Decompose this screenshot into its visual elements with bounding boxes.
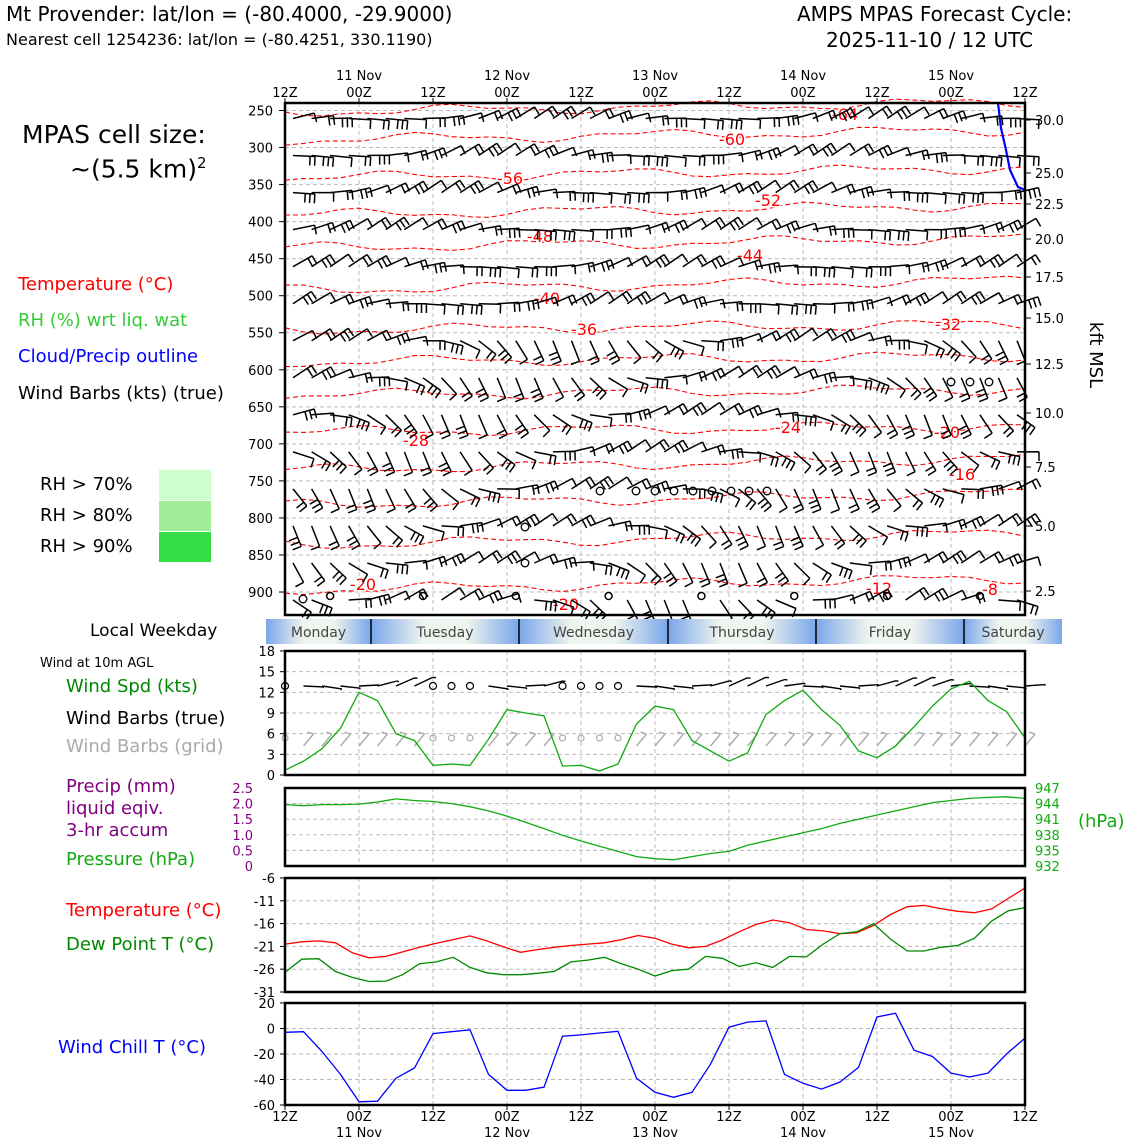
legend-wind-barbs: Wind Barbs (kts) (true) xyxy=(18,383,224,404)
rh-90-label: RH > 90% xyxy=(40,536,133,557)
wind-speed-label: Wind Spd (kts) xyxy=(66,676,198,697)
contour-label: -40 xyxy=(533,289,561,308)
bottom-time-tick-label: 12Z xyxy=(716,1110,742,1125)
precip-label-1: Precip (mm) xyxy=(66,776,176,797)
weekday-label: Monday xyxy=(290,625,347,641)
pressure-tick-label: 250 xyxy=(248,104,273,120)
pressure-tick-label: 850 xyxy=(248,548,273,564)
bottom-time-tick-label: 00Z xyxy=(938,1110,964,1125)
bottom-date-label: 11 Nov xyxy=(335,1126,383,1140)
legend-temperature: Temperature (°C) xyxy=(18,274,174,295)
windchill-tick-label: -60 xyxy=(253,1099,275,1114)
bottom-time-tick-label: 00Z xyxy=(494,1110,520,1125)
temperature-label: Temperature (°C) xyxy=(66,900,222,921)
rh-80-label: RH > 80% xyxy=(40,505,133,526)
contour-label: -56 xyxy=(496,169,524,188)
kft-tick-label: 17.5 xyxy=(1035,271,1064,286)
wind-tick-label: 6 xyxy=(266,727,275,743)
contour-label: -36 xyxy=(570,320,598,339)
windchill-tick-label: -40 xyxy=(253,1073,275,1089)
weekday-label: Wednesday xyxy=(552,625,635,641)
top-date-label: 13 Nov xyxy=(631,69,679,84)
contour-label: -48 xyxy=(526,227,554,246)
contour-label: -64 xyxy=(831,105,859,124)
top-time-tick-label: 12Z xyxy=(864,86,890,101)
weekday-label: Thursday xyxy=(709,625,775,641)
pressure-tick-label: 450 xyxy=(248,252,273,268)
pressure-tick-label: 700 xyxy=(248,437,273,453)
temp-tick-label: -11 xyxy=(253,894,275,910)
precip-label-3: 3-hr accum xyxy=(66,820,169,841)
site-title: Mt Provender: lat/lon = (-80.4000, -29.9000) xyxy=(6,2,453,26)
wind-tick-label: 15 xyxy=(258,665,275,681)
pressure-label: Pressure (hPa) xyxy=(66,849,196,870)
rh-swatch xyxy=(159,532,211,562)
precip-label-2: liquid eqiv. xyxy=(66,798,164,819)
bottom-time-tick-label: 12Z xyxy=(272,1110,298,1125)
temp-tick-label: -26 xyxy=(253,963,275,979)
precip-tick-label: 0 xyxy=(244,860,253,875)
kft-tick-label: 2.5 xyxy=(1035,585,1056,600)
cell-size-label: MPAS cell size: xyxy=(22,120,206,149)
kft-tick-label: 15.0 xyxy=(1035,312,1064,327)
contour-label: -52 xyxy=(754,191,782,210)
top-time-tick-label: 12Z xyxy=(568,86,594,101)
contour-label: -32 xyxy=(934,315,962,334)
contour-label: -20 xyxy=(933,423,961,442)
legend-rh: RH (%) wrt liq. wat xyxy=(18,310,188,331)
bottom-time-tick-label: 12Z xyxy=(568,1110,594,1125)
precip-tick-label: 1.5 xyxy=(232,813,253,829)
kft-tick-label: 20.0 xyxy=(1035,233,1064,248)
weekday-label: Local Weekday xyxy=(90,621,218,641)
temp-tick-label: -21 xyxy=(253,940,275,956)
top-time-tick-label: 12Z xyxy=(272,86,298,101)
pressure-tick-label: 935 xyxy=(1035,844,1060,860)
bottom-date-label: 14 Nov xyxy=(779,1126,827,1140)
pressure-tick-label: 947 xyxy=(1035,782,1060,797)
wind10-grid-barb xyxy=(1025,732,1035,746)
top-time-tick-label: 00Z xyxy=(790,86,816,101)
pressure-tick-label: 944 xyxy=(1035,797,1060,813)
wind-tick-label: 0 xyxy=(266,769,275,784)
top-time-tick-label: 00Z xyxy=(494,86,520,101)
kft-axis-label: kft MSL xyxy=(1085,321,1106,389)
bottom-date-label: 15 Nov xyxy=(927,1126,975,1140)
kft-tick-label: 12.5 xyxy=(1035,358,1064,373)
wind10-title: Wind at 10m AGL xyxy=(40,656,154,671)
pressure-tick-label: 900 xyxy=(248,586,273,602)
windchill-tick-label: 0 xyxy=(266,1022,275,1038)
bottom-time-tick-label: 12Z xyxy=(864,1110,890,1125)
pressure-tick-label: 932 xyxy=(1035,860,1060,875)
top-time-tick-label: 12Z xyxy=(420,86,446,101)
contour-label: -60 xyxy=(718,130,746,149)
kft-tick-label: 22.5 xyxy=(1035,198,1064,213)
pressure-tick-label: 500 xyxy=(248,289,273,305)
contour-label: -20 xyxy=(552,595,580,614)
kft-tick-label: 25.0 xyxy=(1035,167,1064,182)
wind-tick-label: 3 xyxy=(266,748,275,764)
bottom-date-label: 12 Nov xyxy=(483,1126,531,1140)
pressure-tick-label: 600 xyxy=(248,363,273,379)
wind-barbs-grid-label: Wind Barbs (grid) xyxy=(66,736,224,757)
bottom-time-tick-label: 00Z xyxy=(790,1110,816,1125)
wind-tick-label: 18 xyxy=(258,645,275,660)
top-date-label: 11 Nov xyxy=(335,69,383,84)
pressure-tick-label: 750 xyxy=(248,474,273,490)
top-time-tick-label: 12Z xyxy=(1012,86,1038,101)
wind-tick-label: 9 xyxy=(266,707,275,722)
kft-tick-label: 30.0 xyxy=(1035,114,1064,129)
contour-label: -20 xyxy=(349,575,377,594)
top-date-label: 12 Nov xyxy=(483,69,531,84)
pressure-tick-label: 941 xyxy=(1035,813,1060,829)
nearest-cell-line: Nearest cell 1254236: lat/lon = (-80.4251, 330.1190) xyxy=(6,30,433,49)
windchill-tick-label: -20 xyxy=(253,1048,275,1063)
top-time-tick-label: 00Z xyxy=(346,86,372,101)
pressure-tick-label: 650 xyxy=(248,400,273,416)
top-time-tick-label: 00Z xyxy=(938,86,964,101)
top-time-tick-label: 12Z xyxy=(716,86,742,101)
contour-label: -12 xyxy=(865,579,893,598)
bottom-time-tick-label: 12Z xyxy=(1012,1110,1038,1125)
contour-label: -24 xyxy=(774,418,802,437)
kft-tick-label: 5.0 xyxy=(1035,520,1056,535)
contour-label: -8 xyxy=(982,580,998,599)
wind-tick-label: 12 xyxy=(258,686,275,702)
cell-size-exponent: 2 xyxy=(197,154,207,172)
wind-chill-label: Wind Chill T (°C) xyxy=(58,1037,206,1058)
pressure-tick-label: 300 xyxy=(248,141,273,157)
contour-label: -28 xyxy=(402,431,430,450)
kft-tick-label: 10.0 xyxy=(1035,407,1064,422)
precip-tick-label: 2.5 xyxy=(232,782,253,797)
windchill-tick-label: 20 xyxy=(258,997,275,1012)
bottom-date-label: 13 Nov xyxy=(631,1126,679,1140)
pressure-unit-label: (hPa) xyxy=(1078,811,1125,832)
top-time-tick-label: 00Z xyxy=(642,86,668,101)
weekday-label: Saturday xyxy=(981,625,1045,641)
precip-tick-label: 0.5 xyxy=(232,844,253,860)
top-date-label: 15 Nov xyxy=(927,69,975,84)
rh-swatch xyxy=(159,501,211,531)
temp-tick-label: -16 xyxy=(253,917,275,933)
bottom-time-tick-label: 00Z xyxy=(642,1110,668,1125)
cell-size-value xyxy=(70,154,207,183)
forecast-cycle-title: AMPS MPAS Forecast Cycle: xyxy=(797,2,1073,26)
forecast-cycle-date: 2025-11-10 / 12 UTC xyxy=(826,28,1034,52)
dew-point-label: Dew Point T (°C) xyxy=(66,934,215,955)
temp-tick-label: -6 xyxy=(262,872,275,887)
rh-70-label: RH > 70% xyxy=(40,474,133,495)
legend-cloud: Cloud/Precip outline xyxy=(18,346,199,367)
wind-barbs-true-label: Wind Barbs (true) xyxy=(66,708,226,729)
pressure-tick-label: 550 xyxy=(248,326,273,342)
precip-tick-label: 1.0 xyxy=(232,828,253,844)
pressure-tick-label: 938 xyxy=(1035,828,1060,844)
pressure-tick-label: 800 xyxy=(248,511,273,527)
top-date-label: 14 Nov xyxy=(779,69,827,84)
bottom-time-tick-label: 00Z xyxy=(346,1110,372,1125)
rh-swatch xyxy=(159,470,211,500)
temp-tick-label: -31 xyxy=(253,986,275,1001)
kft-tick-label: 7.5 xyxy=(1035,461,1056,476)
weekday-label: Tuesday xyxy=(416,625,474,641)
weekday-label: Friday xyxy=(868,625,912,641)
contour-label: -16 xyxy=(948,465,976,484)
precip-tick-label: 2.0 xyxy=(232,797,253,813)
bottom-time-tick-label: 12Z xyxy=(420,1110,446,1125)
cell-size-value-text: ~(5.5 km) xyxy=(70,154,197,184)
wind10-true-barb xyxy=(1025,685,1046,686)
contour-label: -44 xyxy=(736,246,764,265)
pressure-tick-label: 350 xyxy=(248,178,273,194)
pressure-tick-label: 400 xyxy=(248,215,273,231)
